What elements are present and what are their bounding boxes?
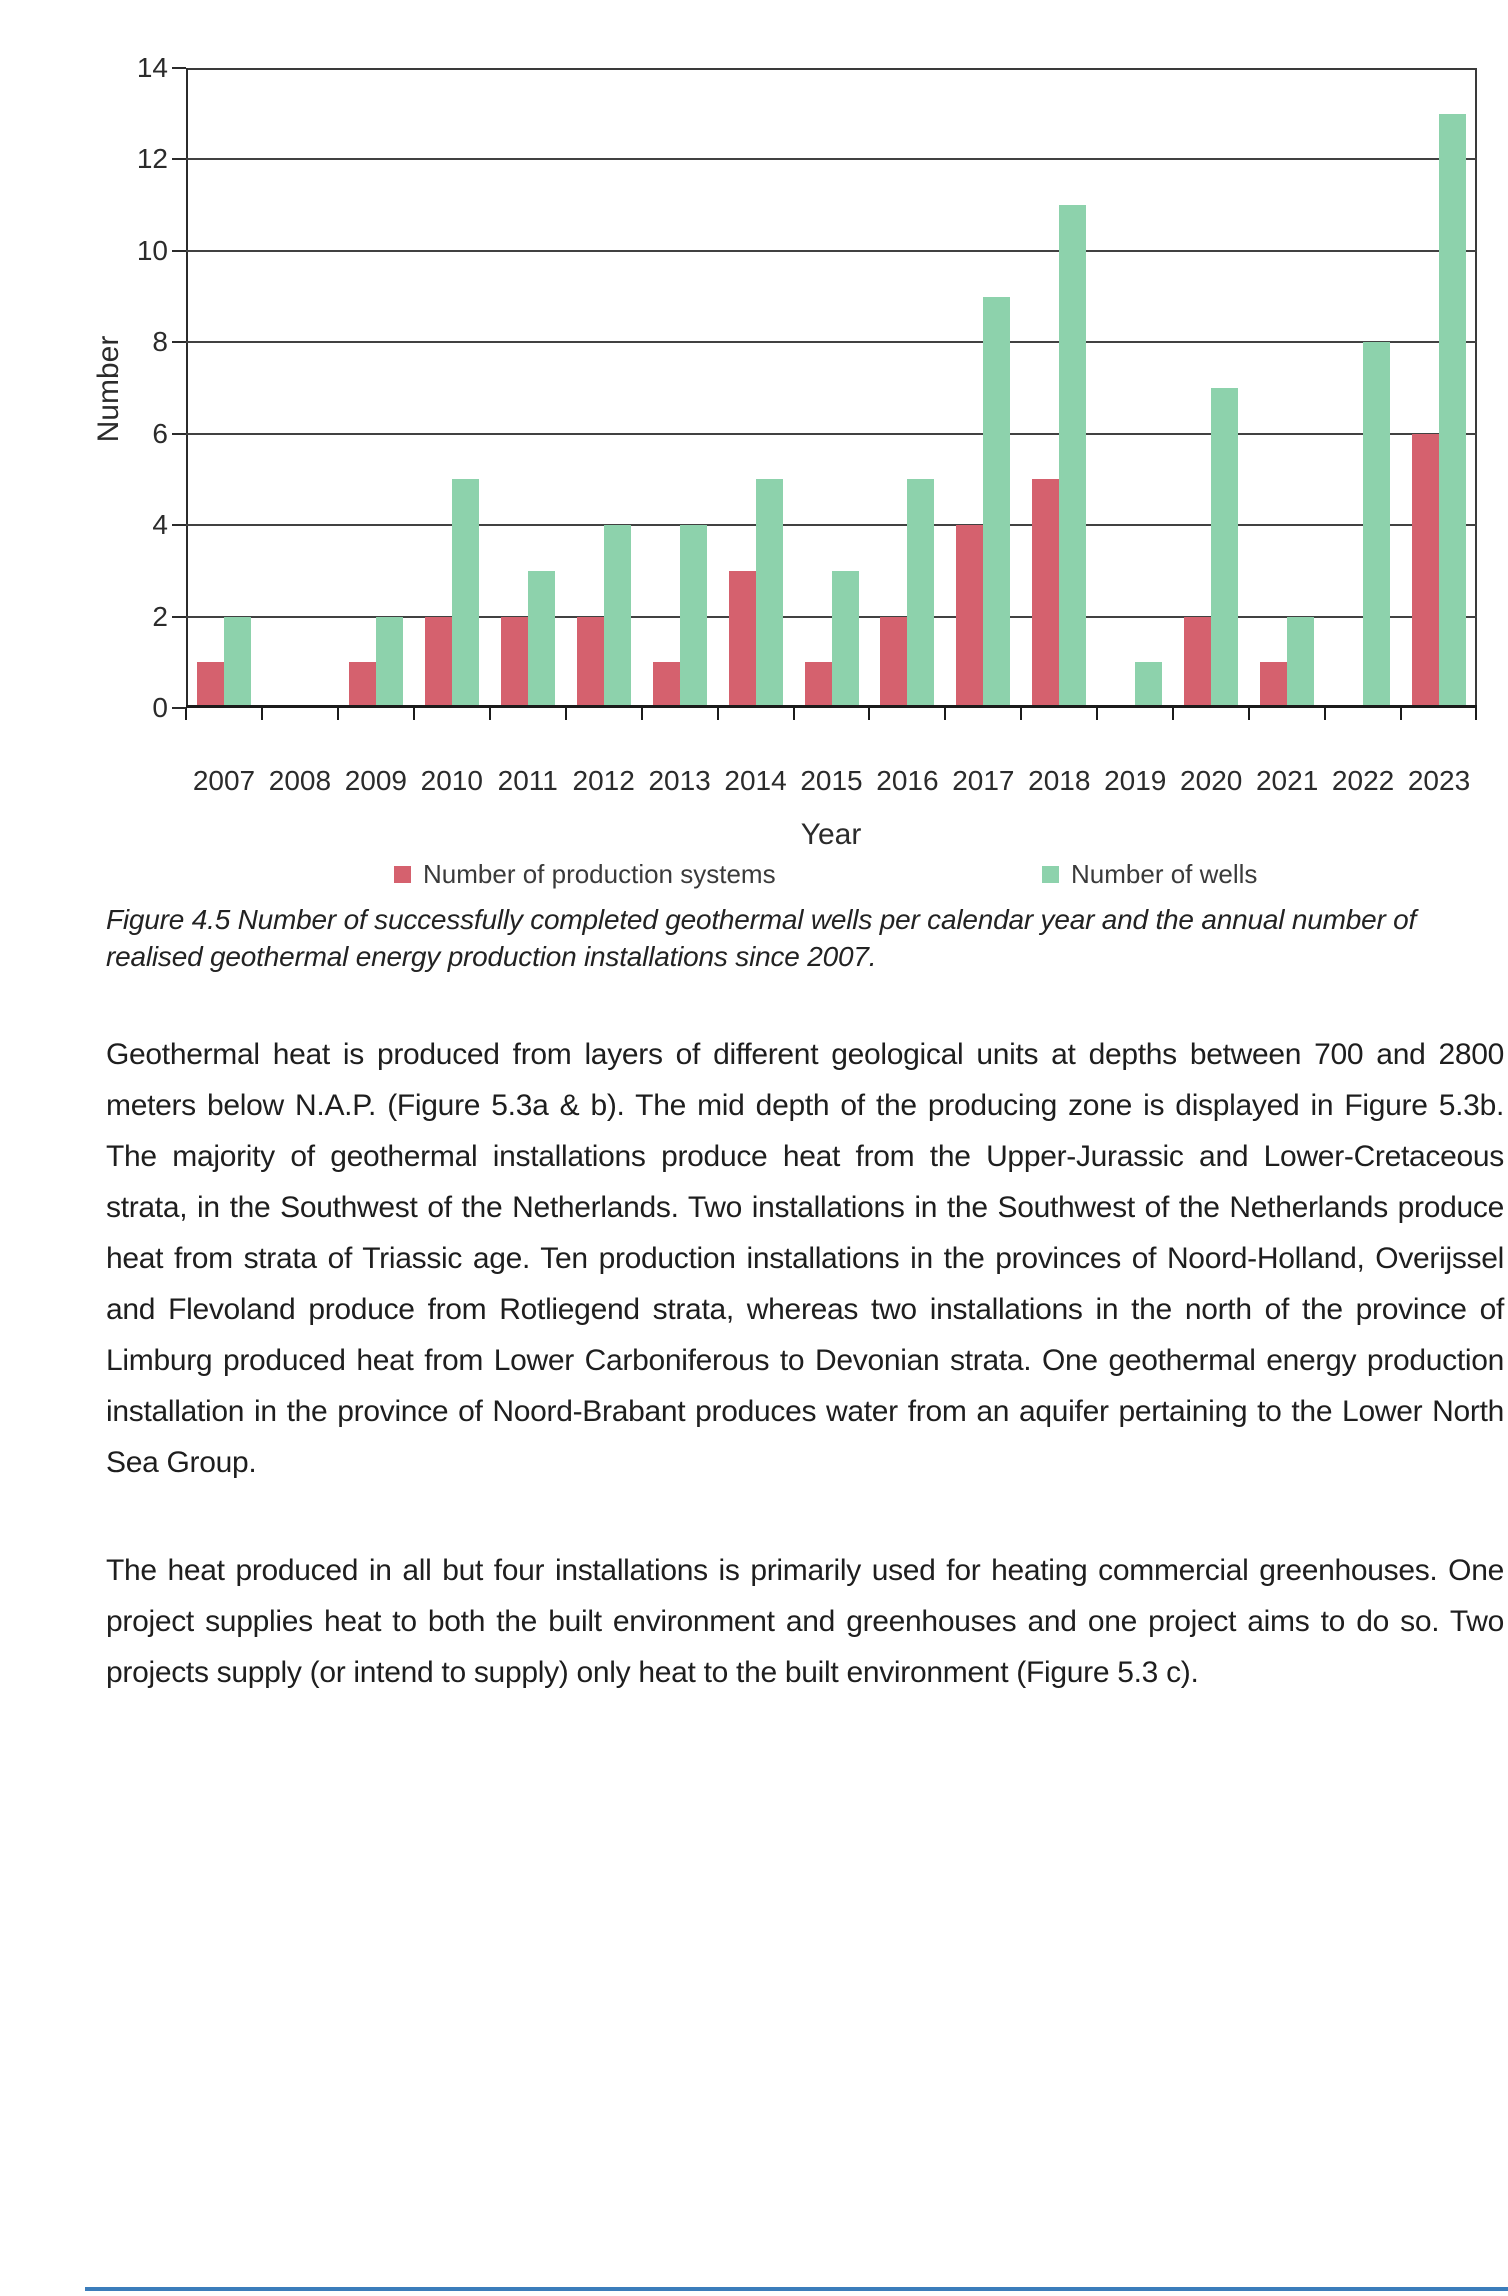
- bar-number-of-wells-2020: [1211, 388, 1238, 708]
- bar-number-of-wells-2009: [376, 617, 403, 708]
- y-axis-line: [186, 68, 188, 708]
- x-tick-label-2018: 2018: [1028, 765, 1091, 796]
- y-tick-0: [172, 707, 186, 709]
- bar-number-of-wells-2019: [1135, 662, 1162, 708]
- bar-number-of-production-systems-2020: [1184, 617, 1211, 708]
- bar-number-of-production-systems-2021: [1260, 662, 1287, 708]
- body-paragraph-2: The heat produced in all but four installations is primarily used for heating commercial greenhouses. One project supplies heat to both the built environment and greenhouses and one project aims to do so. Two projects supply (or intend to supply) only heat to the built environment (Figure 5.3 c).: [106, 1554, 1504, 1689]
- x-tick-2020: [1172, 708, 1174, 720]
- bar-number-of-wells-2010: [452, 479, 479, 708]
- bar-number-of-wells-2007: [224, 617, 251, 708]
- bar-number-of-production-systems-2012: [577, 617, 604, 708]
- footer-rule: [85, 2287, 1508, 2291]
- legend-swatch-wells: [1042, 866, 1059, 883]
- gridline-y-12: [186, 158, 1477, 160]
- y-tick-label-12: 12: [136, 143, 168, 175]
- x-tick-2015: [793, 708, 795, 720]
- x-tick-end: [1475, 708, 1477, 720]
- bar-number-of-wells-2021: [1287, 617, 1314, 708]
- bar-number-of-wells-2014: [756, 479, 783, 708]
- x-tick-label-2014: 2014: [724, 765, 787, 796]
- bar-number-of-wells-2015: [832, 571, 859, 708]
- x-axis-title: Year: [800, 818, 862, 851]
- y-tick-14: [172, 67, 186, 69]
- y-tick-label-10: 10: [136, 234, 168, 266]
- bar-number-of-production-systems-2013: [653, 662, 680, 708]
- x-tick-2012: [565, 708, 567, 720]
- y-tick-6: [172, 433, 186, 435]
- x-axis-line: [186, 705, 1477, 708]
- chart-legend: [0, 860, 1508, 890]
- x-tick-2014: [717, 708, 719, 720]
- y-tick-label-8: 8: [152, 326, 168, 358]
- x-tick-label-2017: 2017: [952, 765, 1015, 796]
- bar-number-of-wells-2022: [1363, 342, 1390, 708]
- x-tick-2022: [1324, 708, 1326, 720]
- x-tick-2011: [489, 708, 491, 720]
- x-tick-2008: [261, 708, 263, 720]
- y-tick-label-0: 0: [152, 692, 168, 723]
- y-tick-label-14: 14: [136, 52, 168, 83]
- bar-number-of-production-systems-2023: [1412, 434, 1439, 708]
- bar-number-of-production-systems-2007: [197, 662, 224, 708]
- y-tick-label-2: 2: [152, 600, 168, 632]
- gridline-y-8: [186, 341, 1477, 343]
- y-tick-10: [172, 250, 186, 252]
- plot-border-top: [186, 68, 1477, 70]
- y-tick-label-4: 4: [152, 509, 168, 541]
- x-tick-label-2022: 2022: [1331, 765, 1395, 796]
- gridline-y-6: [186, 433, 1477, 435]
- figure-caption: Figure 4.5 Number of successfully completed geothermal wells per calendar year and the annual number of realised geothermal energy production installations since 2007.: [106, 904, 1417, 972]
- body-paragraph-1: Geothermal heat is produced from layers of different geological units at depths between 700 and 2800 meters below N.A.P. (Figure 5.3a & b). The mid depth of the producing zone is displayed in Figure 5.3b. The majority of geothermal installations produce heat from the Upper-Jurassic and Lower-Cretaceous strata, in the Southwest of the Netherlands. Two installations in the Southwest of the Netherlands produce heat from strata of Triassic age. Ten production installations in the provinces of Noord-Holland, Overijssel and Flevoland produce from Rotliegend strata, whereas two installations in the north of the province of Limburg produced heat from Lower Carboniferous to Devonian strata. One geothermal energy production installation in the province of Noord-Brabant produces water from an aquifer pertaining to the Lower North Sea Group.: [106, 1038, 1504, 1479]
- x-tick-2010: [413, 708, 415, 720]
- bar-number-of-production-systems-2009: [349, 662, 376, 708]
- y-tick-4: [172, 524, 186, 526]
- bar-number-of-wells-2012: [604, 525, 631, 708]
- legend-item-production-systems: [394, 860, 776, 888]
- x-tick-label-2012: 2012: [572, 765, 635, 796]
- y-tick-label-6: 6: [152, 417, 168, 449]
- bar-number-of-production-systems-2010: [425, 617, 452, 708]
- y-tick-2: [172, 616, 186, 618]
- x-tick-label-2019: 2019: [1104, 765, 1167, 796]
- bar-number-of-wells-2018: [1059, 205, 1086, 708]
- bar-number-of-production-systems-2015: [805, 662, 832, 708]
- bar-number-of-production-systems-2014: [729, 571, 756, 708]
- x-tick-label-2015: 2015: [800, 765, 863, 796]
- x-tick-label-2011: 2011: [497, 765, 558, 796]
- bar-number-of-production-systems-2017: [956, 525, 983, 708]
- legend-item-wells: [1042, 860, 1257, 888]
- bar-number-of-wells-2013: [680, 525, 707, 708]
- y-tick-8: [172, 341, 186, 343]
- bar-number-of-wells-2016: [907, 479, 934, 708]
- x-tick-label-2013: 2013: [648, 765, 711, 796]
- x-tick-label-2008: 2008: [268, 765, 332, 796]
- text-block: [106, 901, 1504, 1698]
- bar-number-of-wells-2023: [1439, 114, 1466, 708]
- x-tick-label-2010: 2010: [420, 765, 483, 796]
- x-tick-2016: [868, 708, 870, 720]
- bar-number-of-production-systems-2016: [880, 617, 907, 708]
- x-tick-2013: [641, 708, 643, 720]
- x-tick-2017: [944, 708, 946, 720]
- gridline-y-4: [186, 524, 1477, 526]
- x-tick-2009: [337, 708, 339, 720]
- bar-number-of-production-systems-2018: [1032, 479, 1059, 708]
- x-tick-label-2023: 2023: [1407, 765, 1471, 796]
- x-tick-label-2020: 2020: [1180, 765, 1243, 796]
- y-axis-title: Number: [92, 335, 125, 443]
- x-tick-2019: [1096, 708, 1098, 720]
- x-tick-2023: [1400, 708, 1402, 720]
- legend-label-wells: Number of wells: [1071, 858, 1258, 889]
- x-tick-label-2007: 2007: [192, 765, 256, 796]
- legend-label-production-systems: Number of production systems: [423, 858, 776, 889]
- x-tick-2021: [1248, 708, 1250, 720]
- plot-area: [186, 68, 1477, 708]
- plot-border-right: [1475, 68, 1477, 708]
- x-tick-2007: [185, 708, 187, 720]
- y-tick-12: [172, 158, 186, 160]
- x-tick-2018: [1020, 708, 1022, 720]
- bar-number-of-wells-2017: [983, 297, 1010, 708]
- x-tick-label-2021: 2021: [1255, 765, 1319, 796]
- bar-number-of-production-systems-2011: [501, 617, 528, 708]
- bar-number-of-wells-2011: [528, 571, 555, 708]
- x-tick-label-2009: 2009: [344, 765, 407, 796]
- gridline-y-10: [186, 250, 1477, 252]
- legend-swatch-production-systems: [394, 866, 411, 883]
- x-tick-label-2016: 2016: [876, 765, 939, 796]
